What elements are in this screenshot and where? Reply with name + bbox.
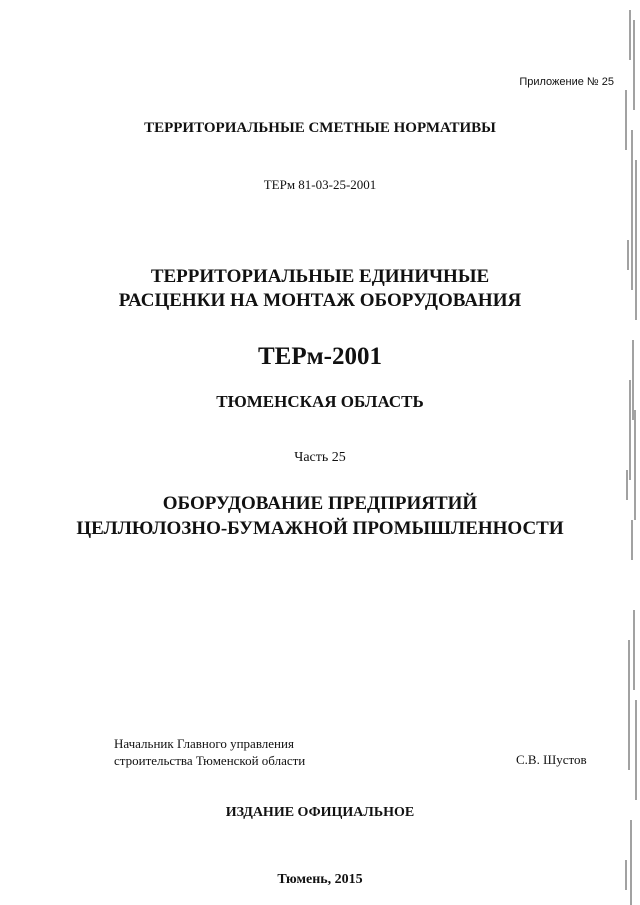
appendix-label: Приложение № 25 (519, 76, 614, 88)
subject-title (0, 491, 640, 541)
edition-label: ИЗДАНИЕ ОФИЦИАЛЬНОЕ (225, 805, 415, 820)
series-title: ТЕРРИТОРИАЛЬНЫЕ СМЕТНЫЕ НОРМАТИВЫ (144, 120, 496, 136)
main-title-line-1: ТЕРРИТОРИАЛЬНЫЕ ЕДИНИЧНЫЕ (150, 266, 490, 287)
place-year: Тюмень, 2015 (277, 872, 363, 887)
short-title: ТЕРм-2001 (258, 343, 382, 370)
subject-line-2: ЦЕЛЛЮЛОЗНО-БУМАЖНОЙ ПРОМЫШЛЕННОСТИ (76, 518, 564, 539)
signatory-name: С.В. Шустов (516, 752, 587, 767)
main-title-line-2: РАСЦЕНКИ НА МОНТАЖ ОБОРУДОВАНИЯ (118, 290, 522, 311)
main-title (0, 265, 640, 313)
signatory-position-line-2: строительства Тюменской области (114, 753, 306, 768)
signatory-position-line-1: Начальник Главного управления (114, 736, 294, 751)
signatory-position (114, 735, 414, 769)
document-code: ТЕРм 81-03-25-2001 (263, 177, 377, 192)
part-number: Часть 25 (294, 450, 346, 465)
region: ТЮМЕНСКАЯ ОБЛАСТЬ (216, 392, 424, 411)
subject-line-1: ОБОРУДОВАНИЕ ПРЕДПРИЯТИЙ (162, 493, 478, 514)
scan-edge-noise (608, 0, 638, 905)
